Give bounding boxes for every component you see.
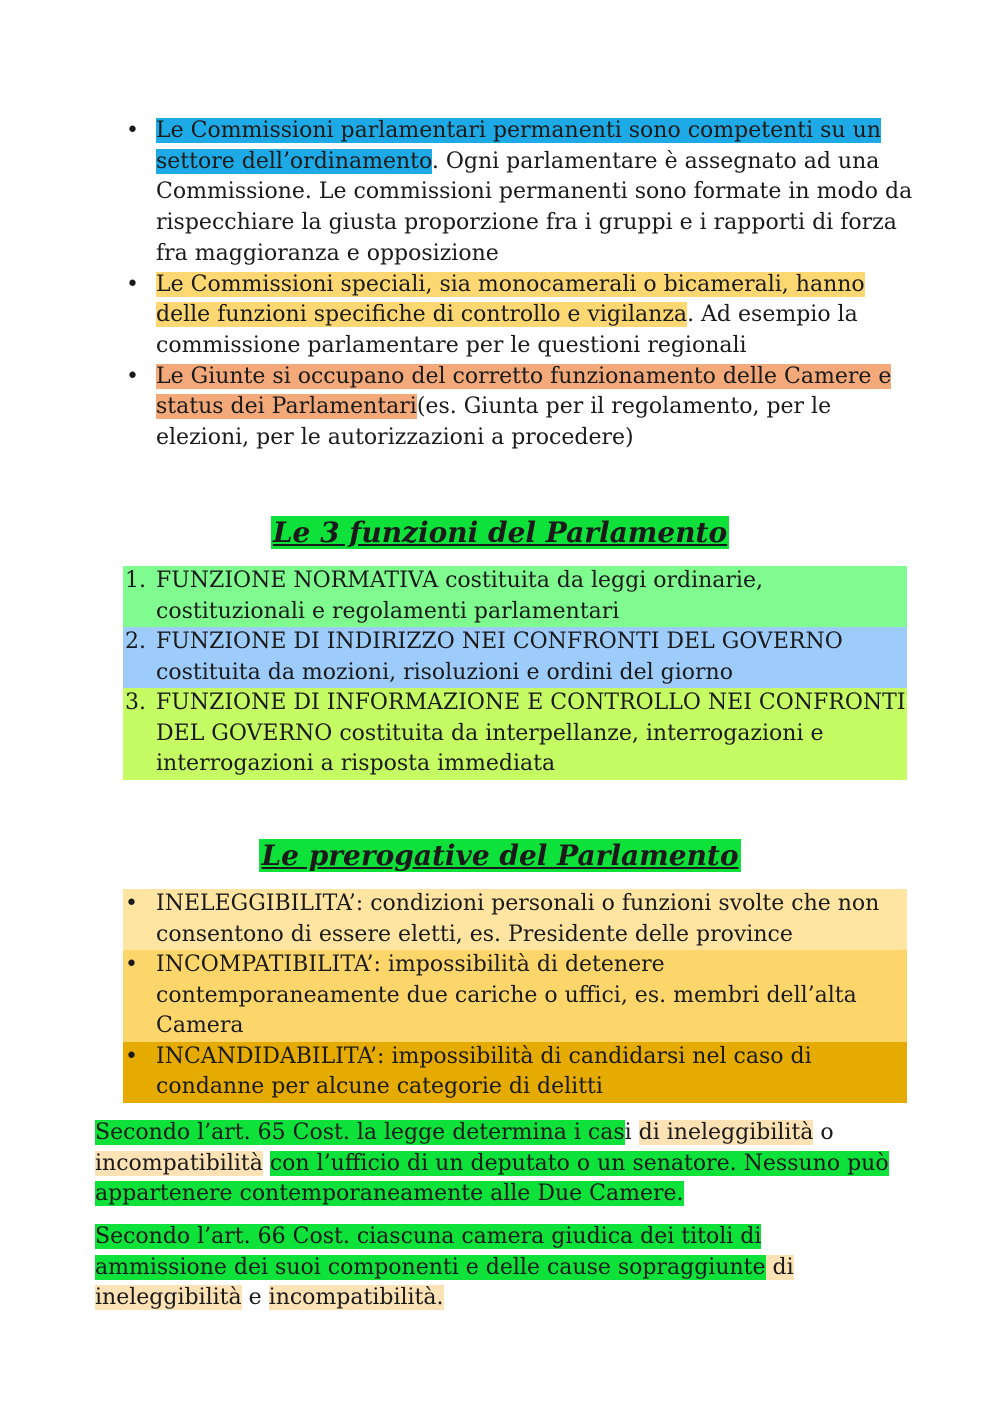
highlighted-text: di ineleggibilità xyxy=(638,1120,814,1145)
list-item-text: (es. Giunta per il regolamento, per le elezioni, per le autorizzazioni a procedere) xyxy=(156,394,832,451)
paragraph-text: i xyxy=(624,1120,639,1145)
list-number: 3. xyxy=(125,690,146,715)
list-item xyxy=(123,566,907,627)
heading-text: Le prerogative del Parlamento xyxy=(261,839,739,872)
highlighted-text: incompatibilità xyxy=(95,1150,263,1176)
bullet-icon: • xyxy=(125,952,138,977)
list-item xyxy=(126,270,916,362)
list-item-text: FUNZIONE DI INFORMAZIONE E CONTROLLO NEI CONFRONTI DEL GOVERNO costituita da interpellanze, interrogazioni e interrogazioni a risposta immediata xyxy=(156,690,906,776)
paragraph-text: e xyxy=(241,1285,269,1310)
list-item xyxy=(123,889,907,950)
list-item xyxy=(123,627,907,688)
list-item xyxy=(126,116,916,270)
section-heading-prerogative xyxy=(0,836,1000,876)
section-heading-funzioni xyxy=(0,513,1000,553)
bullet-icon: • xyxy=(126,271,139,297)
highlighted-text: Le Commissioni speciali, sia monocamerali o bicamerali, hanno delle funzioni specifiche di controllo e vigilanza xyxy=(156,271,865,328)
list-item-text: INELEGGIBILITA’: condizioni personali o funzioni svolte che non consentono di essere eletti, es. Presidente delle province xyxy=(156,891,880,947)
bullet-icon: • xyxy=(126,363,139,389)
list-item-text: FUNZIONE DI INDIRIZZO NEI CONFRONTI DEL GOVERNO costituita da mozioni, risoluzioni e ordini del giorno xyxy=(156,629,843,685)
bullet-icon: • xyxy=(125,1043,138,1069)
funzioni-list xyxy=(123,566,907,780)
highlighted-text: di ineleggibilità xyxy=(95,1254,794,1310)
list-item-text: . Ad esempio la commissione parlamentare per le questioni regionali xyxy=(156,302,858,358)
heading-text: Le 3 funzioni del Parlamento xyxy=(272,516,728,549)
paragraph-art-66 xyxy=(95,1222,895,1314)
list-item xyxy=(123,1042,907,1103)
list-item xyxy=(123,950,907,1042)
list-item xyxy=(123,688,907,780)
highlighted-text: Le Giunte si occupano del corretto funzionamento delle Camere e status dei Parlamentari xyxy=(156,363,892,420)
list-item-text: INCOMPATIBILITA’: impossibilità di detenere contemporaneamente due cariche o uffici, es. membri dell’alta Camera xyxy=(156,952,857,1038)
paragraph-text xyxy=(263,1151,270,1176)
commissioni-list xyxy=(126,116,916,454)
paragraph-art-65 xyxy=(95,1118,895,1210)
highlighted-text: Secondo l’art. 66 Cost. ciascuna camera giudica dei titoli di ammissione dei suoi componenti e delle cause sopraggiunte xyxy=(95,1224,766,1280)
list-item-text: INCANDIDABILITA’: impossibilità di candidarsi nel caso di condanne per alcune categorie di delitti xyxy=(156,1043,812,1099)
prerogative-list xyxy=(123,889,907,1103)
highlighted-text: Secondo l’art. 65 Cost. la legge determina i cas xyxy=(95,1120,625,1145)
highlighted-text: con l’ufficio di un deputato o un senatore. Nessuno può appartenere contemporaneamente alle Due Camere. xyxy=(95,1150,889,1206)
list-number: 2. xyxy=(125,629,146,654)
list-number: 1. xyxy=(125,568,146,593)
highlighted-text: Le Commissioni parlamentari permanenti sono competenti su un settore dell’ordinamento xyxy=(156,118,881,174)
highlighted-text: incompatibilità. xyxy=(268,1285,444,1310)
paragraph-text: o xyxy=(813,1120,834,1145)
list-item-text: FUNZIONE NORMATIVA costituita da leggi ordinarie, costituzionali e regolamenti parlamentari xyxy=(156,568,763,624)
bullet-icon: • xyxy=(125,891,138,916)
list-item-text: . Ogni parlamentare è assegnato ad una Commissione. Le commissioni permanenti sono formate in modo da rispecchiare la giusta proporzione fra i gruppi e i rapporti di forza fra maggioranza e opposizione xyxy=(156,148,913,266)
list-item xyxy=(126,362,916,454)
bullet-icon: • xyxy=(126,118,139,143)
